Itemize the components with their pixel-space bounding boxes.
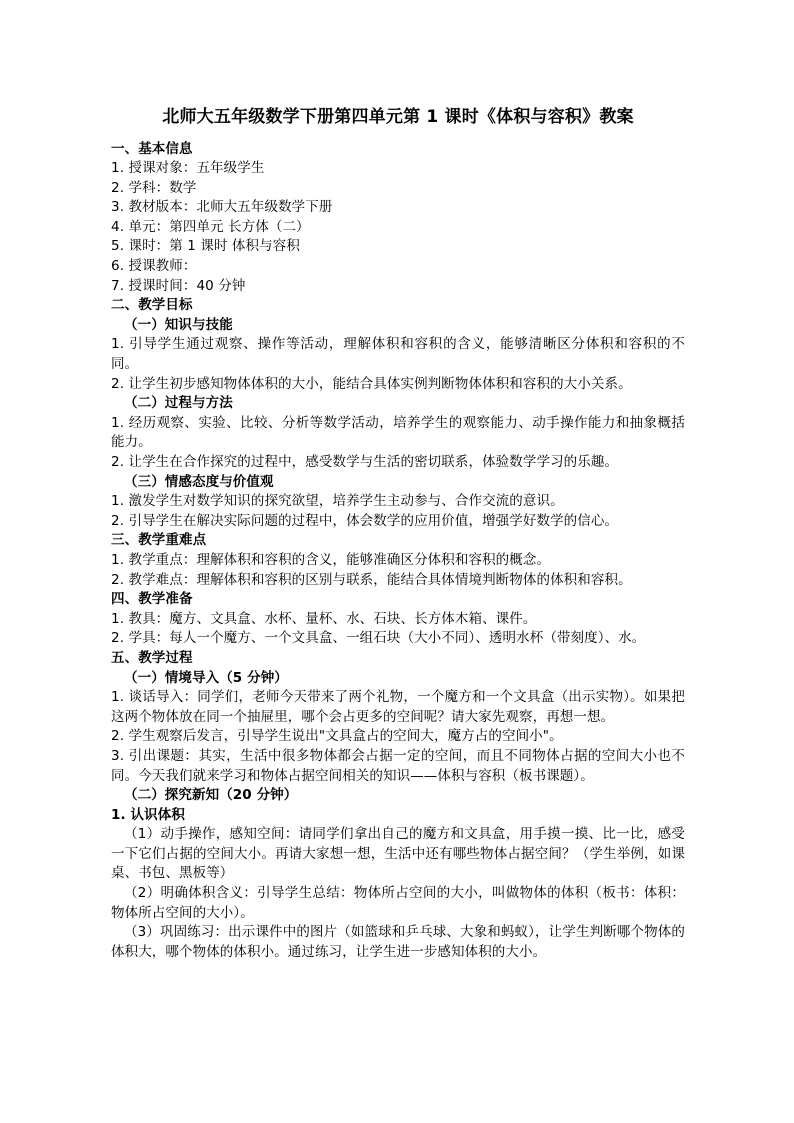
section-heading-key-points: 三、教学重难点	[111, 532, 207, 549]
preparation-item: 1. 教具：魔方、文具盒、水杯、量杯、水、石块、长方体木箱、课件。	[111, 610, 537, 627]
key-point-item: 2. 教学难点：理解体积和容积的区别与联系，能结合具体情境判断物体的体积和容积。	[111, 571, 632, 588]
page-title: 北师大五年级数学下册第四单元第 1 课时《体积与容积》教案	[162, 107, 634, 127]
preparation-item: 2. 学具：每人一个魔方、一个文具盒、一组石块（大小不同）、透明水杯（带刻度）、水。	[111, 630, 646, 647]
process-subitem: （2）明确体积含义：引导学生总结：物体所占空间的大小，叫做物体的体积（板书：体积：物体所占空间的大小）。	[111, 885, 686, 921]
key-point-item: 1. 教学重点：理解体积和容积的含义，能够准确区分体积和容积的概念。	[111, 551, 551, 568]
subheading-explore-new-knowledge: （二）探究新知（20 分钟）	[124, 787, 298, 804]
subheading-emotion-attitude-values: （三）情感态度与价值观	[124, 473, 274, 490]
basic-info-item: 3. 教材版本：北师大五年级数学下册	[111, 199, 333, 216]
objective-item: 2. 引导学生在解决实际问题的过程中，体会数学的应用价值，增强学好数学的信心。	[111, 512, 619, 529]
subheading-situation-intro: （一）情境导入（5 分钟）	[124, 669, 288, 686]
basic-info-item: 1. 授课对象：五年级学生	[111, 160, 265, 177]
objective-item: 1. 激发学生对数学知识的探究欲望，培养学生主动参与、合作交流的意识。	[111, 493, 564, 510]
objective-item: 1. 经历观察、实验、比较、分析等数学活动，培养学生的观察能力、动手操作能力和抽象概括能力。	[111, 414, 685, 451]
objective-item: 2. 让学生初步感知物体体积的大小，能结合具体实例判断物体体积和容积的大小关系。	[111, 375, 632, 392]
basic-info-item: 2. 学科：数学	[111, 179, 197, 196]
section-heading-basic-info: 一、基本信息	[111, 140, 193, 157]
process-subitem: （1）动手操作，感知空间：请同学们拿出自己的魔方和文具盒，用手摸一摸、比一比，感受一下它们占据的空间大小。再请大家想一想，生活中还有哪些物体占据空间？（学生举例，如课桌、书包、黑板等）	[111, 826, 686, 882]
process-item: 2. 学生观察后发言，引导学生说出"文具盒占的空间大，魔方占的空间小"。	[111, 728, 563, 745]
subheading-process-method: （二）过程与方法	[124, 395, 233, 412]
section-heading-objectives: 二、教学目标	[111, 297, 193, 314]
basic-info-item: 6. 授课教师：	[111, 258, 197, 275]
basic-info-item: 5. 课时：第 1 课时 体积与容积	[111, 238, 300, 255]
basic-info-item: 7. 授课时间：40 分钟	[111, 277, 246, 294]
process-item: 1. 谈话导入：同学们，老师今天带来了两个礼物，一个魔方和一个文具盒（出示实物）。如果把这两个物体放在同一个抽屉里，哪个会占更多的空间呢？请大家先观察，再想一想。	[111, 689, 685, 725]
process-subitem: （3）巩固练习：出示课件中的图片（如篮球和乒乓球、大象和蚂蚁），让学生判断哪个物体的体积大，哪个物体的体积小。通过练习，让学生进一步感知体积的大小。	[111, 924, 685, 960]
subheading-knowledge-skills: （一）知识与技能	[124, 316, 233, 333]
process-item: 3. 引出课题：其实，生活中很多物体都会占据一定的空间，而且不同物体占据的空间大小也不同。今天我们就来学习和物体占据空间相关的知识——体积与容积（板书课题）。	[111, 747, 685, 784]
basic-info-item: 4. 单元：第四单元 长方体（二）	[111, 218, 310, 235]
section-heading-preparation: 四、教学准备	[111, 591, 193, 608]
section-heading-process: 五、教学过程	[111, 649, 193, 666]
objective-item: 1. 引导学生通过观察、操作等活动，理解体积和容积的含义，能够清晰区分体积和容积的不同。	[111, 336, 685, 373]
objective-item: 2. 让学生在合作探究的过程中，感受数学与生活的密切联系，体验数学学习的乐趣。	[111, 454, 619, 470]
numbered-heading-understand-volume: 1. 认识体积	[111, 806, 185, 823]
